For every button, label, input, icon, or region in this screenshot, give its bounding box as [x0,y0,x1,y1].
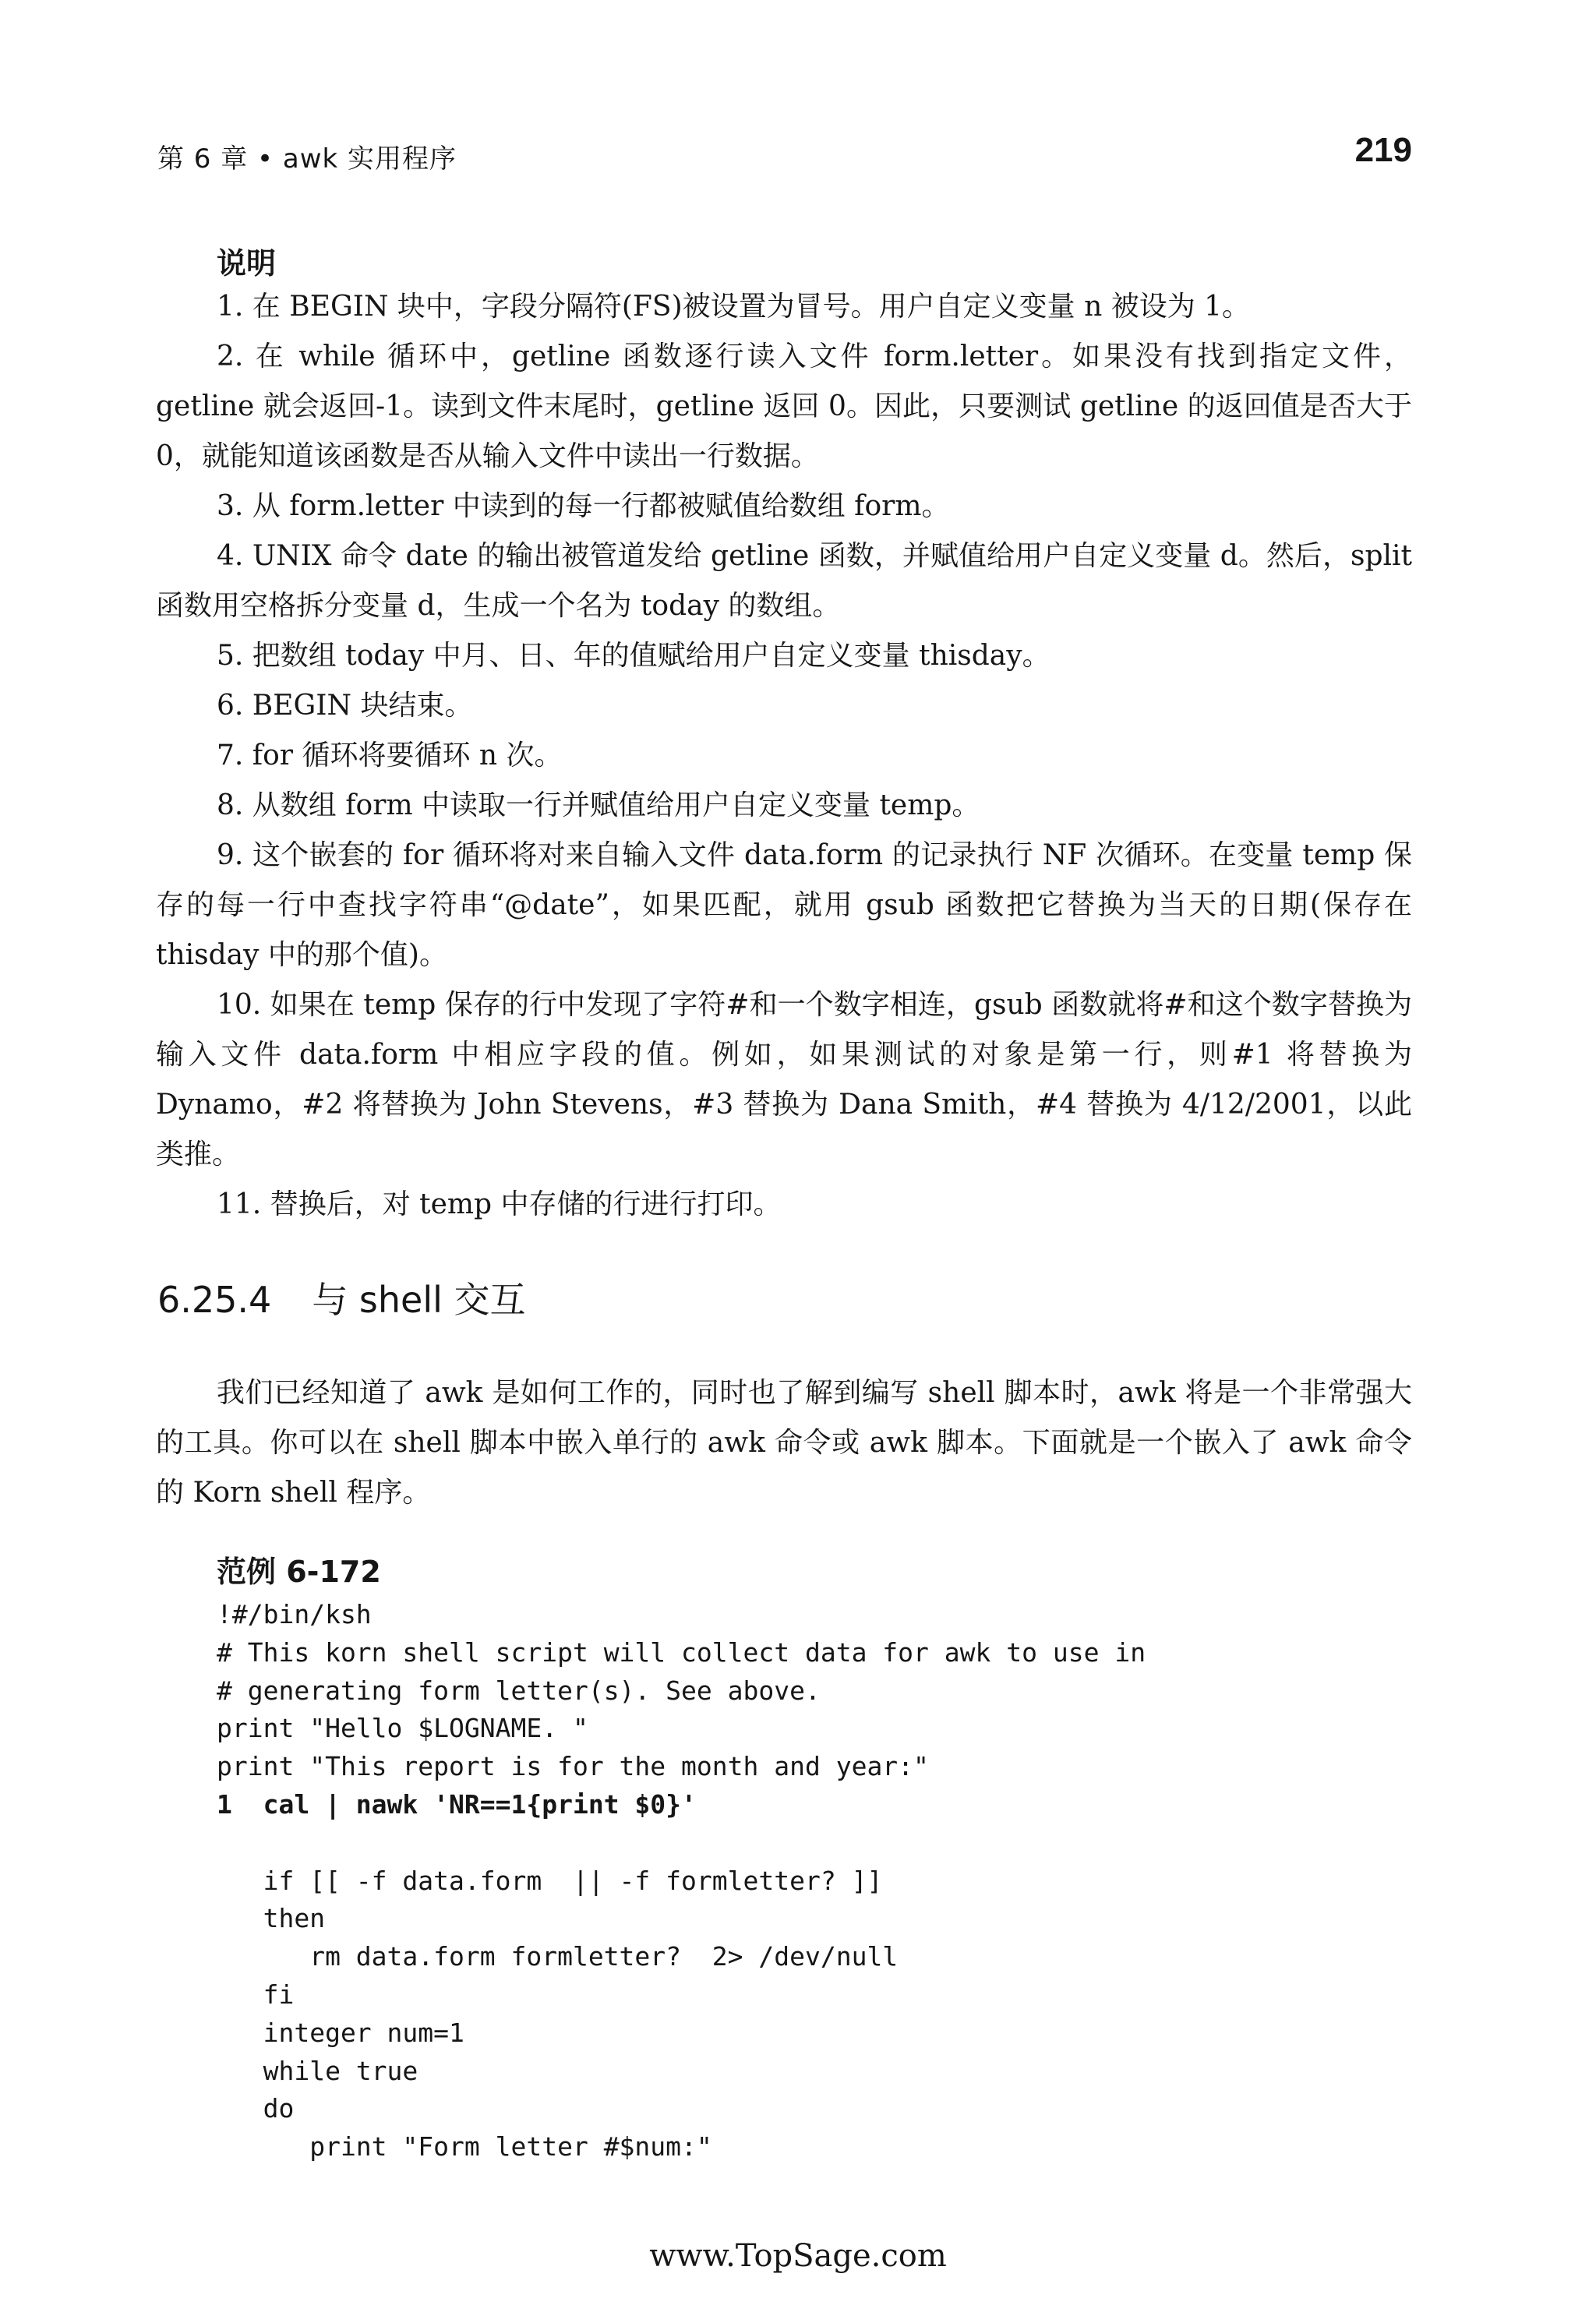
code-line [217,1824,1146,1862]
code-line: then [217,1903,326,1934]
explanation-item-6: 6. BEGIN 块结束。 [217,690,473,722]
intro-paragraph-block [156,1368,1412,1518]
code-line: print "Form letter #$num:" [217,2131,712,2162]
code-line: do [217,2093,295,2124]
subsection-title: 与 shell 交互 [312,1279,526,1321]
explanation-item-3: 3. 从 form.letter 中读到的每一行都被赋值给数组 form。 [217,490,950,522]
explanation-item-7: 7. for 循环将要循环 n 次。 [217,740,563,771]
code-line: print "Hello $LOGNAME. " [217,1713,588,1744]
explanation-item-5: 5. 把数组 today 中月、日、年的值赋给用户自定义变量 thisday。 [217,640,1050,672]
explanation-item-11: 11. 替换后，对 temp 中存储的行进行打印。 [217,1188,782,1220]
explanation-item-10: 10. 如果在 temp 保存的行中发现了字符#和一个数字相连，gsub 函数就将#和这个数字替换为输入文件 data.form 中相应字段的值。例如，如果测试的对象是第一行，则#1 将替换为 Dynamo，#2 将替换为 John Stevens，#3 替换为 Dana Smith，#4 替换为 4/12/2001，以此类推。 [156,989,1412,1170]
footer-url: www.TopSage.com [649,2238,947,2274]
code-line: 1 cal | nawk 'NR==1{print $0}' [217,1788,697,1820]
code-line: print "This report is for the month and year:" [217,1751,929,1782]
code-line: while true [217,2055,418,2086]
explanation-item-4: 4. UNIX 命令 date 的输出被管道发给 getline 函数，并赋值给用户自定义变量 d。然后，split 函数用空格拆分变量 d，生成一个名为 today 的数组。 [156,540,1412,622]
code-line: # generating form letter(s). See above. [217,1675,821,1706]
explanation-item-9: 9. 这个嵌套的 for 循环将对来自输入文件 data.form 的记录执行 NF 次循环。在变量 temp 保存的每一行中查找字符串“@date”，如果匹配，就用 gsub 函数把它替换为当天的日期(保存在 thisday 中的那个值)。 [156,839,1412,971]
code-line: fi [217,1979,295,2010]
explanation-item-1: 1. 在 BEGIN 块中，字段分隔符(FS)被设置为冒号。用户自定义变量 n 被设为 1。 [217,291,1251,323]
explanation-list [156,282,1412,1230]
page-number: 219 [1354,131,1412,169]
code-line: if [[ -f data.form || -f formletter? ]] [217,1865,883,1896]
explanation-item-2: 2. 在 while 循环中，getline 函数逐行读入文件 form.letter。如果没有找到指定文件，getline 就会返回-1。读到文件末尾时，getline 返回 0。因此，只要测试 getline 的返回值是否大于 0，就能知道该函数是否从输入文件中读出一行数据。 [156,341,1412,472]
example-label: 范例 6-172 [217,1555,381,1589]
intro-paragraph: 我们已经知道了 awk 是如何工作的，同时也了解到编写 shell 脚本时，awk 将是一个非常强大的工具。你可以在 shell 脚本中嵌入单行的 awk 命令或 awk 脚本。下面就是一个嵌入了 awk 命令的 Korn shell 程序。 [156,1377,1412,1509]
subsection-heading [157,1272,526,1323]
subsection-number: 6.25.4 [157,1279,272,1321]
explanation-title: 说明 [217,246,277,281]
code-block [217,1596,1146,2166]
code-line: integer num=1 [217,2017,464,2048]
code-line: rm data.form formletter? 2> /dev/null [217,1941,899,1972]
code-line: # This korn shell script will collect data for awk to use in [217,1636,1146,1668]
explanation-item-8: 8. 从数组 form 中读取一行并赋值给用户自定义变量 temp。 [217,789,980,821]
code-line: !#/bin/ksh [217,1599,372,1629]
running-head: 第 6 章 • awk 实用程序 [157,143,457,175]
